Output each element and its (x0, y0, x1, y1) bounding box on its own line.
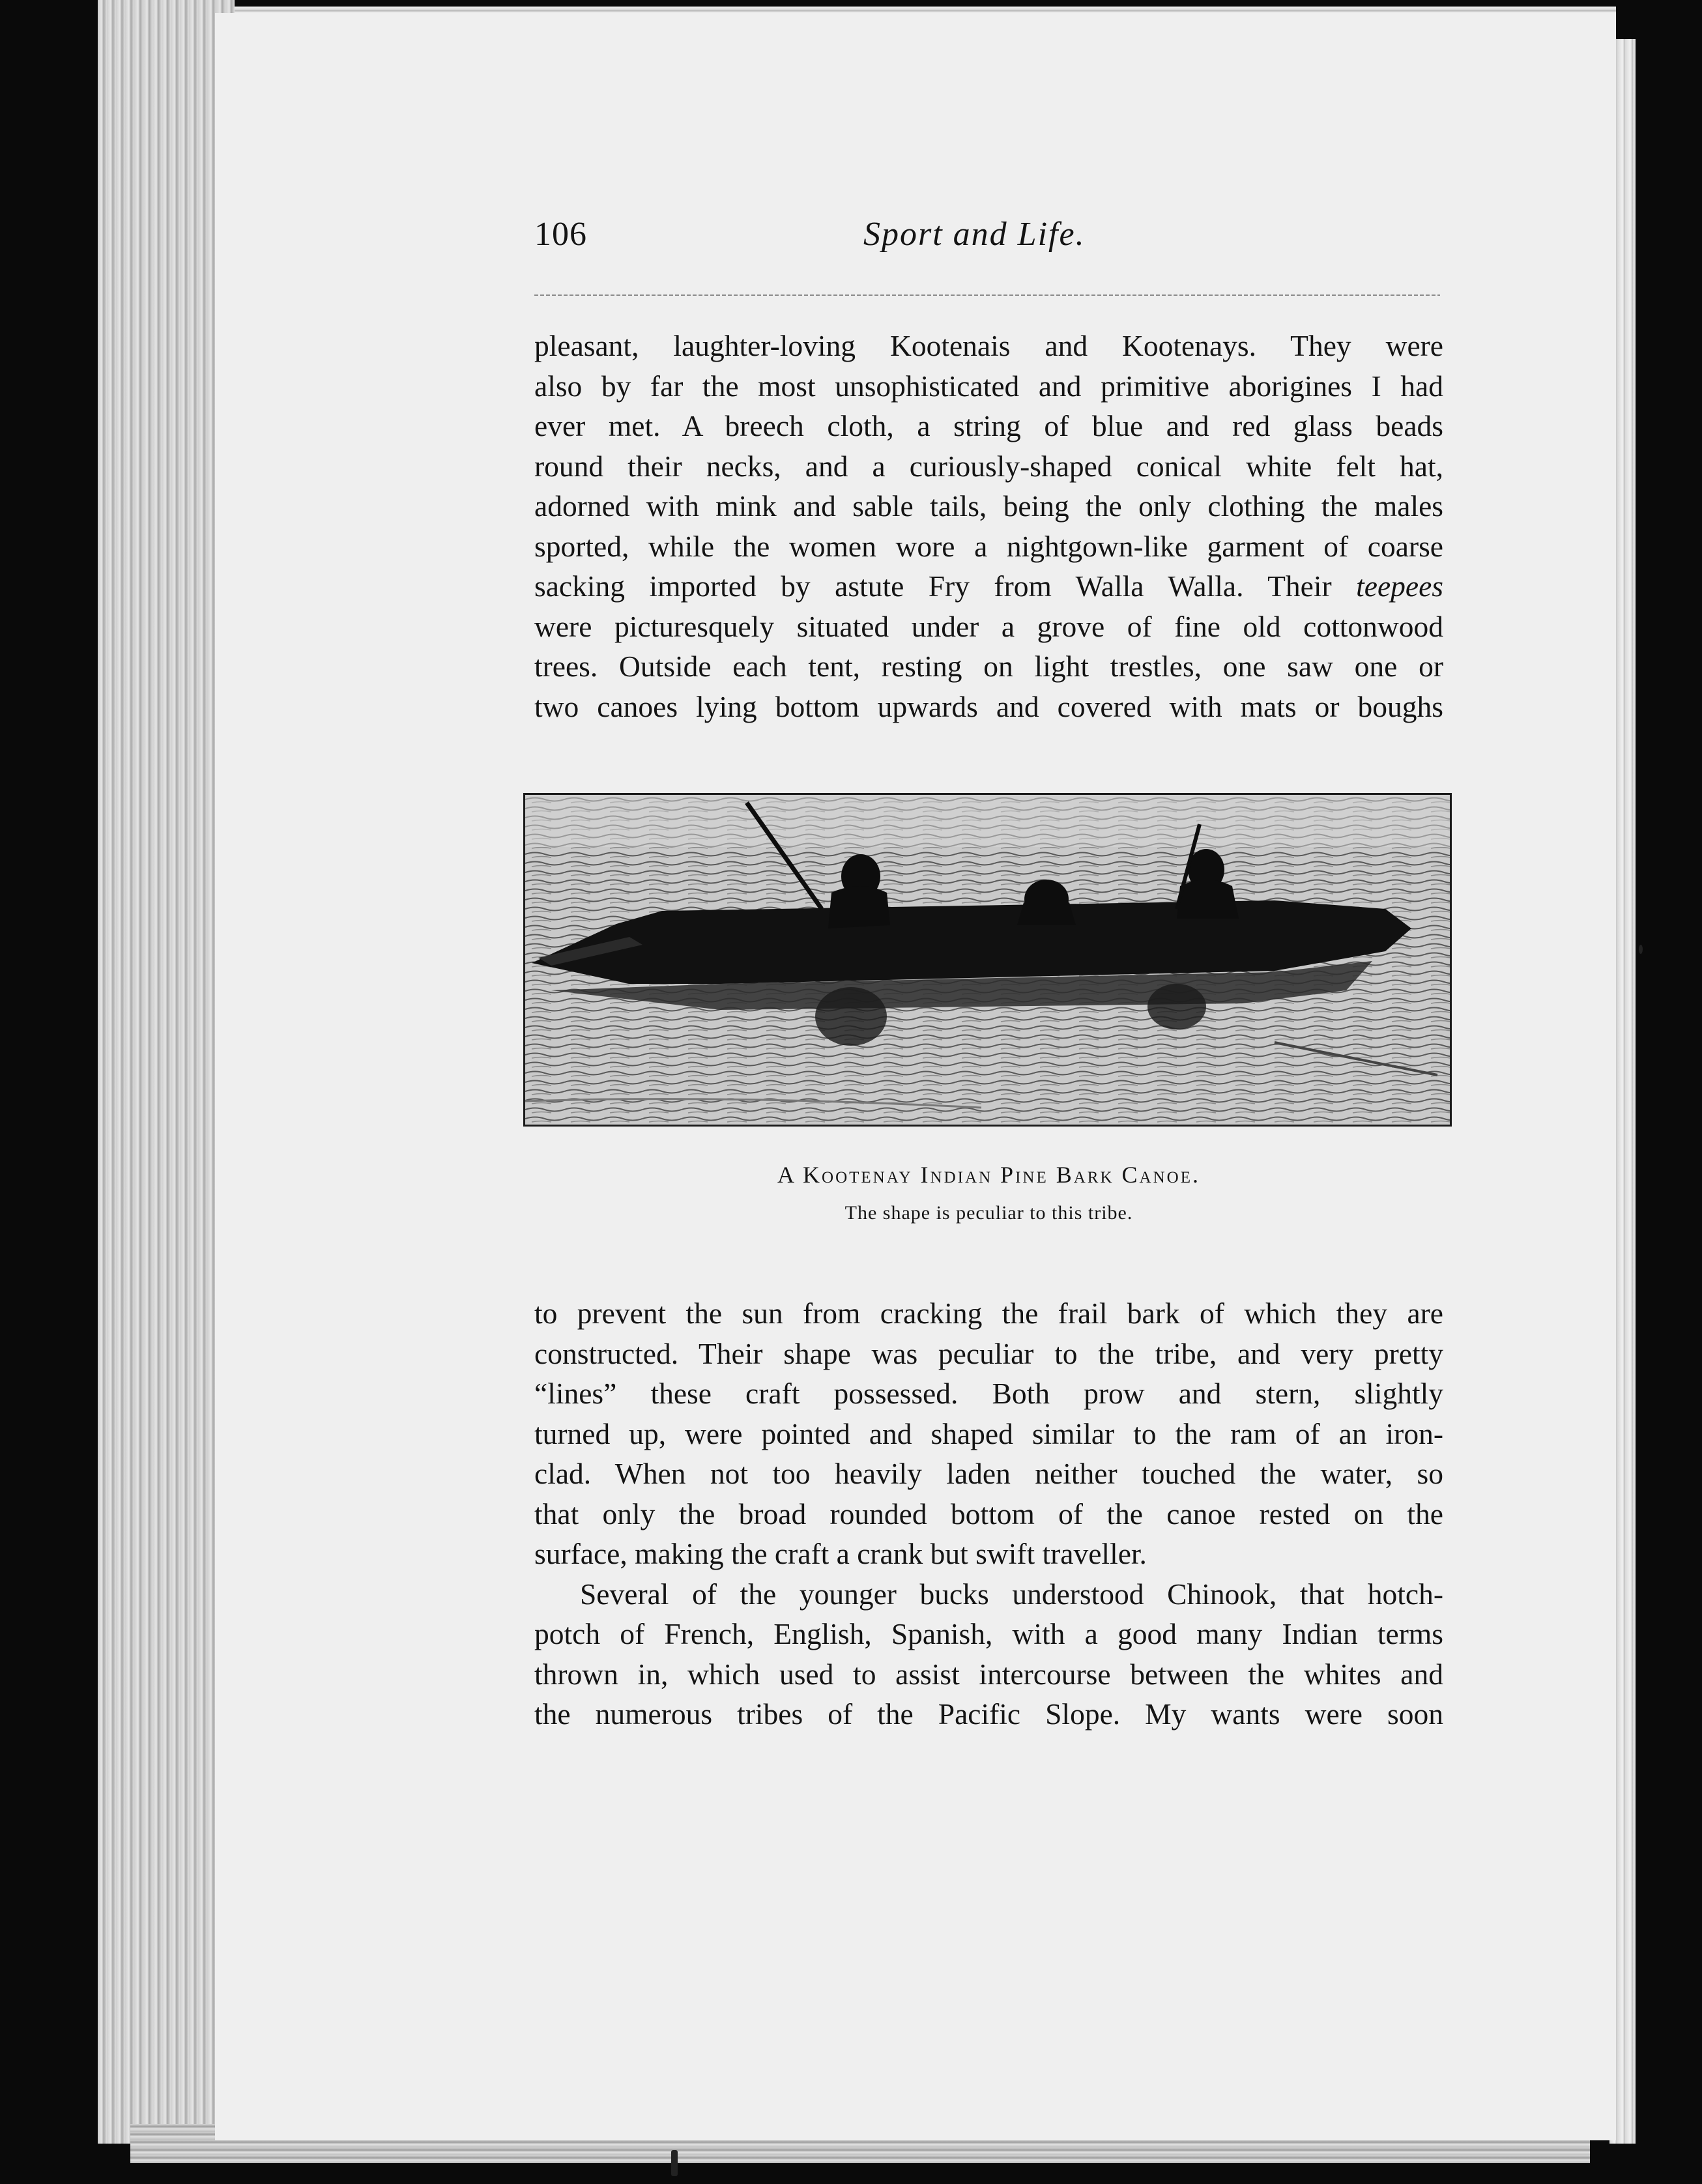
scan-speck (671, 2150, 678, 2176)
paragraph-2 (534, 1293, 1443, 1734)
text-line: constructed. Their shape was peculiar to the tribe, and very pretty (534, 1336, 1443, 1370)
header-rule (534, 295, 1440, 296)
text-line: turned up, were pointed and shaped similar to the ram of an iron- (534, 1416, 1443, 1450)
text-line: ever met. A breech cloth, a string of blue and red glass beads (534, 409, 1443, 442)
book-left-page-edges (98, 0, 235, 2144)
text-line: pleasant, laughter-loving Kootenais and Kootenays. They were (534, 329, 1443, 362)
text-line: the numerous tribes of the Pacific Slope. My wants were soon (534, 1697, 1443, 1731)
text-line: thrown in, which used to assist intercourse between the whites and (534, 1657, 1443, 1691)
text-line: Several of the younger bucks understood Chinook, that hotch- (580, 1577, 1443, 1611)
text-line: sported, while the women wore a nightgown-like garment of coarse (534, 529, 1443, 563)
text-line: potch of French, English, Spanish, with a good many Indian terms (534, 1617, 1443, 1650)
text-line: clad. When not too heavily laden neither touched the water, so (534, 1457, 1443, 1490)
text-line: also by far the most unsophisticated and primitive aborigines I had (534, 369, 1443, 403)
text-line: surface, making the craft a crank but swift traveller. (534, 1537, 1147, 1570)
text-line: two canoes lying bottom upwards and covered with mats or boughs (534, 689, 1443, 723)
text-line: were picturesquely situated under a grove of fine old cottonwood (534, 609, 1443, 643)
italic-word: teepees (1356, 569, 1443, 603)
page-number: 106 (534, 216, 587, 253)
text-line: trees. Outside each tent, resting on light trestles, one saw one or (534, 650, 1443, 683)
running-title: Sport and Life. (863, 216, 1086, 253)
text-line: “lines” these craft possessed. Both prow and stern, slightly (534, 1377, 1443, 1410)
paragraph-1 (534, 326, 1443, 726)
figure-caption-title: A Kootenay Indian Pine Bark Canoe. (777, 1162, 1200, 1188)
text-line-with-italic (534, 566, 1443, 607)
scan-speck (1639, 945, 1643, 954)
text-line: that only the broad rounded bottom of the canoe rested on the (534, 1497, 1443, 1530)
text-line: to prevent the sun from cracking the frail bark of which they are (534, 1297, 1443, 1330)
text-segment: sacking imported by astute Fry from Walla Walla. Their (534, 569, 1332, 603)
page-header (534, 215, 1440, 274)
canoe-photograph (523, 793, 1452, 1127)
text-line: round their necks, and a curiously-shaped conical white felt hat, (534, 449, 1443, 483)
text-line: adorned with mink and sable tails, being the only clothing the males (534, 489, 1443, 523)
canoe-photo-drawing (525, 795, 1450, 1125)
figure-caption-subtitle: The shape is peculiar to this tribe. (844, 1202, 1133, 1224)
